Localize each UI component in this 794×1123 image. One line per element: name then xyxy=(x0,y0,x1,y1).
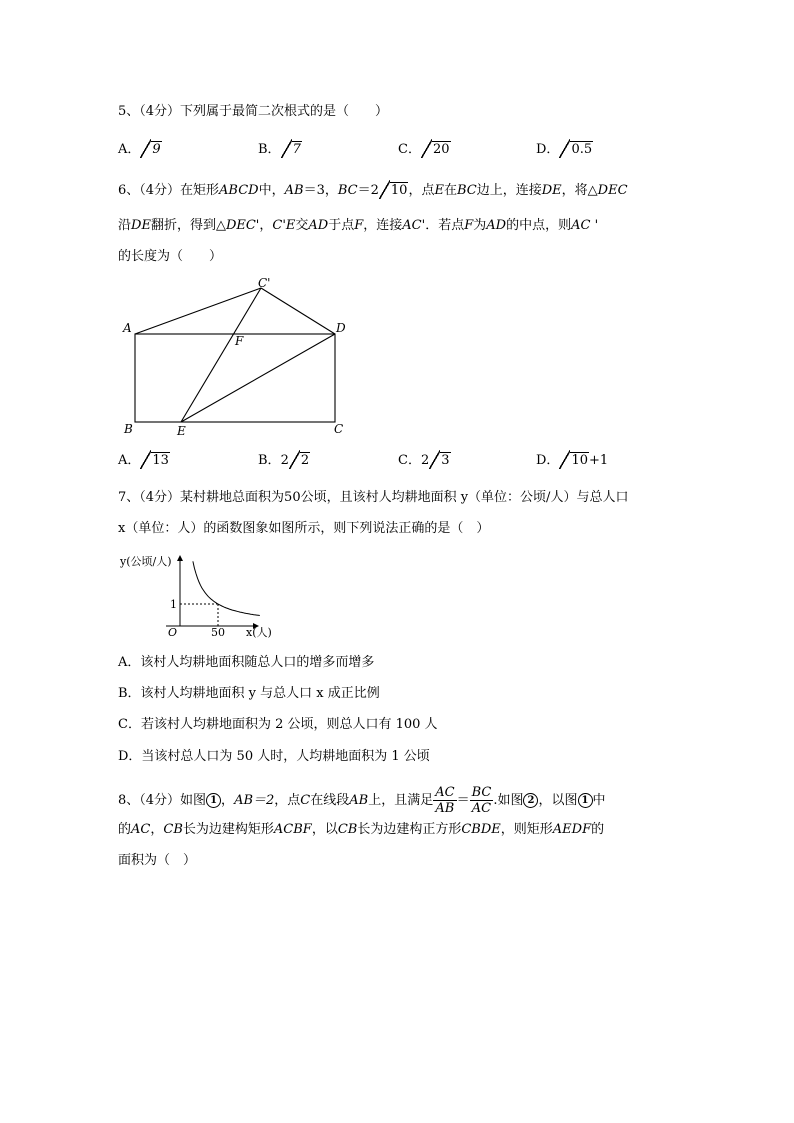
q6-stem-line1: 6、（4分）在矩形ABCD中，AB＝3，BC＝2 10，点E在BC边上，连接DE，将△DEC xyxy=(118,183,628,198)
segment-c-prime-e xyxy=(181,288,261,422)
q8-stem-line2: 的AC，CB长为边建构矩形ACBF，以CB长为边建构正方形CBDE，则矩形AEDF的 xyxy=(118,822,605,837)
q5-stem: 5、（4分）下列属于最简二次根式的是（ ） xyxy=(118,104,389,119)
q6-option-c[interactable]: C．2 3 xyxy=(398,453,450,468)
label-f: F xyxy=(235,334,244,348)
segment-de xyxy=(181,334,335,422)
fraction-bc-ac: $\frac{BC}{AC}$ xyxy=(471,785,492,816)
q6-rectangle-figure xyxy=(118,272,358,442)
q7-option-a[interactable]: A．该村人均耕地面积随总人口的增多而增多 xyxy=(118,655,375,670)
label-d: D xyxy=(336,321,346,335)
hyperbola-curve xyxy=(193,561,260,615)
segment-c-prime-d xyxy=(261,288,335,334)
q5-option-d[interactable]: D． 0.5 xyxy=(536,142,593,157)
q8-stem-line1: 8、（4分）如图 1 ，AB＝2，点C在线段AB上，且满足 $\frac{AC}{AB}$ ＝ $\frac{BC}{AC}$ .如图 2 ，以图 1 中 xyxy=(118,785,606,816)
label-a: A xyxy=(123,321,132,335)
origin-label: O xyxy=(168,626,178,639)
label-b: B xyxy=(124,422,133,436)
q5-option-c[interactable]: C． 20 xyxy=(398,142,450,157)
q8-stem-line3: 面积为（ ） xyxy=(118,853,197,868)
label-c: C xyxy=(334,422,344,436)
q6-stem-line2: 沿DE翻折，得到△DEC'，C'E交AD于点F，连接AC'．若点F为AD的中点，则AC ' xyxy=(118,218,599,233)
q7-option-c[interactable]: C．若该村人均耕地面积为 2 公顷，则总人口有 100 人 xyxy=(118,717,438,732)
fraction-ac-ab: $\frac{AC}{AB}$ xyxy=(435,785,455,816)
q5-option-a[interactable]: A． 9 xyxy=(118,142,161,157)
circled-number-1b: 1 xyxy=(578,793,593,808)
q7-function-graph xyxy=(118,550,288,642)
q7-stem-line2: x（单位：人）的函数图象如图所示，则下列说法正确的是（ ） xyxy=(118,521,490,536)
y-axis-label: y(公顷/人) xyxy=(120,555,172,568)
x-axis-label: x(人) xyxy=(246,626,272,639)
q5-option-b[interactable]: B． 7 xyxy=(258,142,301,157)
q6-option-a[interactable]: A． 13 xyxy=(118,453,169,468)
q7-option-b[interactable]: B．该村人均耕地面积 y 与总人口 x 成正比例 xyxy=(118,686,380,701)
label-e: E xyxy=(177,424,186,438)
q6-option-d[interactable]: D． 10+1 xyxy=(536,453,609,468)
tick-x-50: 50 xyxy=(211,626,225,639)
q7-stem-line1: 7、（4分）某村耕地总面积为50公顷，且该村人均耕地面积 y（单位：公顷/人）与总人口 xyxy=(118,490,629,505)
segment-ac-prime xyxy=(135,288,261,334)
circled-number-2: 2 xyxy=(523,793,538,808)
q6-stem-line3: 的长度为（ ） xyxy=(118,249,223,264)
label-c-prime: C' xyxy=(258,276,271,290)
circled-number-1: 1 xyxy=(206,793,221,808)
tick-y-1: 1 xyxy=(170,598,177,611)
q7-option-d[interactable]: D．当该村总人口为 50 人时，人均耕地面积为 1 公顷 xyxy=(118,749,430,764)
q6-option-b[interactable]: B．2 2 xyxy=(258,453,310,468)
